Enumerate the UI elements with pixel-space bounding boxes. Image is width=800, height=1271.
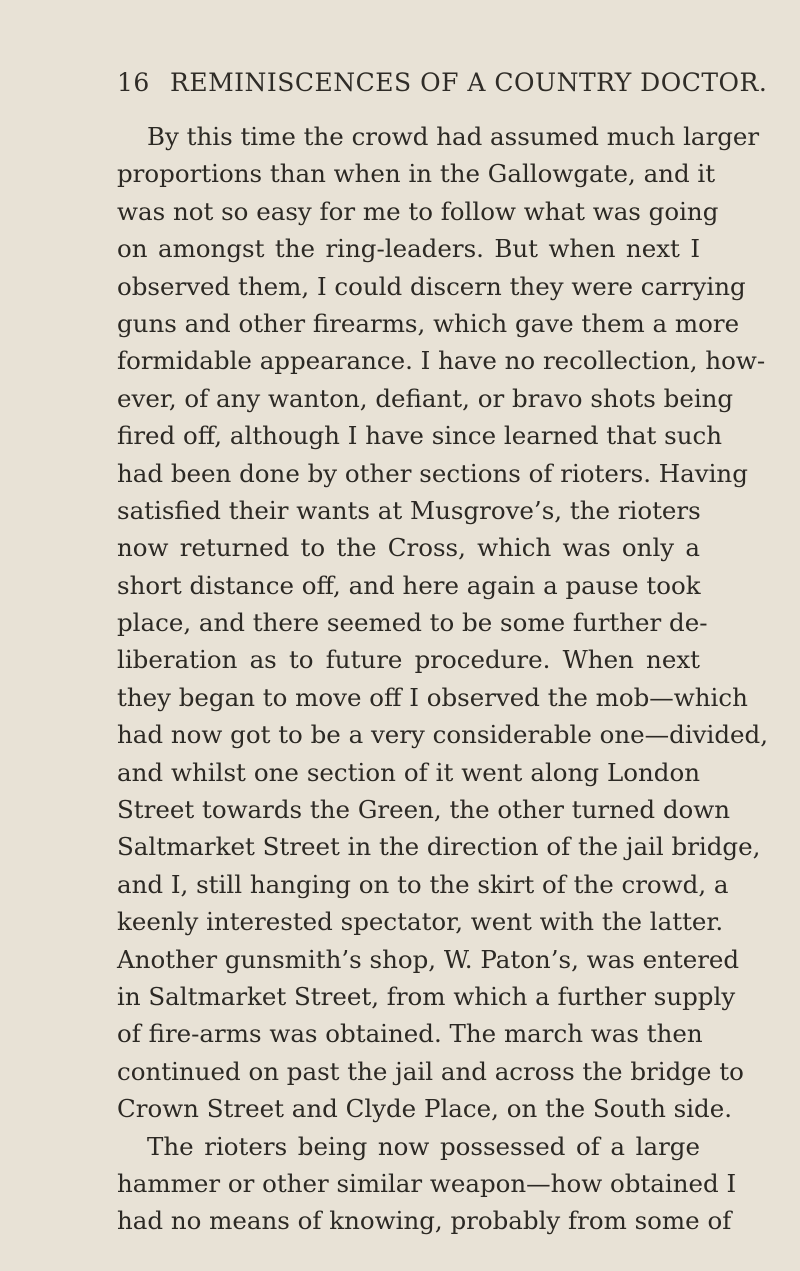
text-line: they began to move off I observed the mob—which [117,682,748,712]
page-number: 16 [117,68,150,97]
text-line: satisfied their wants at Musgrove’s, the rioters [117,495,701,525]
text-line: observed them, I could discern they were carrying [117,271,746,301]
text-line: in Saltmarket Street, from which a further supply [117,981,736,1011]
text-line: The rioters being now possessed of a large [147,1131,700,1161]
text-line: hammer or other similar weapon—how obtained I [117,1168,737,1198]
text-line: now returned to the Cross, which was only a [117,533,700,563]
text-line: was not so easy for me to follow what was going [117,196,719,226]
text-line: formidable appearance. I have no recollection, how- [117,346,766,376]
text-line: proportions than when in the Gallowgate, and it [117,159,716,189]
text-line: had now got to be a very considerable one—divided, [117,720,768,750]
text-line: Crown Street and Clyde Place, on the South side. [117,1094,733,1124]
text-line: guns and other firearms, which gave them a more [117,308,740,338]
text-line: liberation as to future procedure. When next [117,645,700,675]
running-head [117,68,768,108]
text-line: fired off, although I have since learned that such [117,421,723,451]
text-line: keenly interested spectator, went with the latter. [117,907,724,937]
text-line: and whilst one section of it went along London [117,757,700,787]
text-line: Saltmarket Street in the direction of the jail bridge, [117,832,761,862]
text-line: By this time the crowd had assumed much larger [147,122,760,151]
text-line: Street towards the Green, the other turned down [117,795,731,825]
text-line: ever, of any wanton, defiant, or bravo shots being [117,383,734,413]
body-text [117,118,768,1240]
text-line: Another gunsmith’s shop, W. Paton’s, was entered [117,944,740,974]
text-line: of fire-arms was obtained. The march was then [117,1019,703,1049]
text-line: and I, still hanging on to the skirt of the crowd, a [117,869,729,899]
text-line: had no means of knowing, probably from some of [117,1206,732,1236]
text-line: had been done by other sections of rioters. Having [117,458,748,488]
text-line: continued on past the jail and across the bridge to [117,1056,744,1086]
text-line: short distance off, and here again a pause took [117,570,701,600]
running-title: REMINISCENCES OF A COUNTRY DOCTOR. [170,68,768,97]
text-line: place, and there seemed to be some further de- [117,608,708,638]
text-line: on amongst the ring-leaders. But when next I [117,234,700,264]
